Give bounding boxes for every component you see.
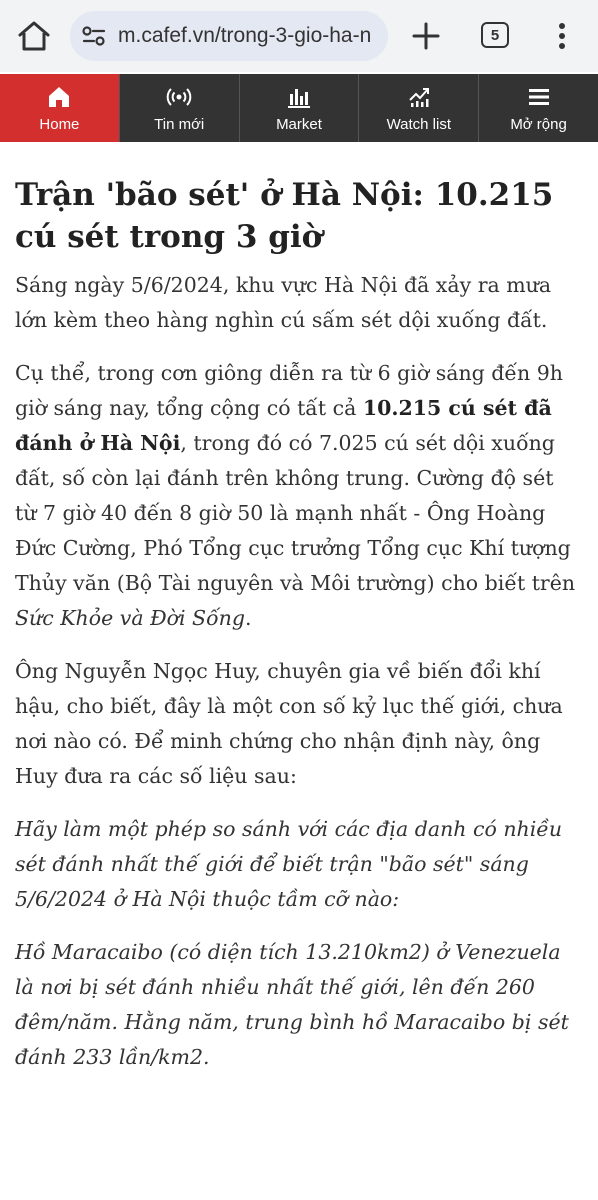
article-title: Trận 'bão sét' ở Hà Nội: 10.215 cú sét trong 3 giờ	[15, 177, 554, 255]
tab-switcher-button[interactable]: 5	[481, 22, 509, 48]
bar-chart-icon	[286, 84, 312, 110]
url-text[interactable]: m.cafef.vn/trong-3-gio-ha-n	[118, 24, 372, 47]
home-icon	[46, 84, 72, 110]
hamburger-menu-icon	[526, 84, 552, 110]
nav-label: Home	[39, 115, 80, 133]
broadcast-icon	[166, 84, 192, 110]
article-paragraph-1: Sáng ngày 5/6/2024, khu vực Hà Nội đã xảy ra mưa lớn kèm theo hàng nghìn cú sấm sét dội xuống đất.	[15, 273, 552, 332]
paragraph-text: Cụ thể, trong cơn giông diễn ra từ 6 giờ sáng đến 9h giờ sáng nay, tổng cộng có tất cả	[15, 361, 564, 420]
highlight-text: 10.215 cú sét đã đánh ở Hà Nội	[15, 396, 552, 455]
address-bar[interactable]	[70, 11, 388, 61]
article-quote-2: Hồ Maracaibo (có diện tích 13.210km2) ở Venezuela là nơi bị sét đánh nhiều nhất thế giới, lên đến 260 đêm/năm. Hằng năm, trung bình hồ Maracaibo bị sét đánh 233 lần/km2.	[15, 940, 569, 1069]
nav-market[interactable]	[240, 74, 360, 142]
nav-label: Market	[276, 115, 322, 133]
browser-toolbar	[0, 0, 598, 72]
site-nav	[0, 74, 598, 142]
article-paragraph-3: Ông Nguyễn Ngọc Huy, chuyên gia về biến đổi khí hậu, cho biết, đây là một con số kỷ lục thế giới, chưa nơi nào có. Để minh chứng cho nhận định này, ông Huy đưa ra các số liệu sau:	[15, 659, 563, 788]
article-quote-1: Hãy làm một phép so sánh với các địa danh có nhiều sét đánh nhất thế giới để biết trận "bão sét" sáng 5/6/2024 ở Hà Nội thuộc tầm cỡ nào:	[15, 817, 563, 911]
nav-label: Watch list	[386, 115, 452, 133]
nav-tin-moi[interactable]	[120, 74, 240, 142]
home-icon[interactable]	[14, 16, 54, 56]
article-paragraph-2	[15, 356, 580, 636]
nav-mo-rong[interactable]	[479, 74, 598, 142]
article	[15, 174, 580, 1093]
site-settings-icon[interactable]	[80, 22, 108, 50]
new-tab-icon[interactable]	[408, 18, 444, 54]
source-name: Sức Khỏe và Đời Sống	[15, 606, 245, 630]
nav-label: Tin mới	[154, 115, 205, 133]
paragraph-text: , trong đó có 7.025 cú sét dội xuống đất, số còn lại đánh trên không trung. Cường độ sét từ 7 giờ 40 đến 8 giờ 50 là mạnh nhất - Ông Hoàng Đức Cường, Phó Tổng cục trưởng Tổng cục Khí tượng Thủy văn (Bộ Tài nguyên và Môi trường) cho biết trên	[15, 431, 576, 595]
paragraph-text: .	[244, 606, 252, 630]
nav-home[interactable]	[0, 74, 120, 142]
trend-chart-icon	[406, 84, 432, 110]
more-options-icon[interactable]	[550, 18, 574, 54]
nav-label: Mở rộng	[510, 115, 567, 133]
nav-watch-list[interactable]	[359, 74, 479, 142]
